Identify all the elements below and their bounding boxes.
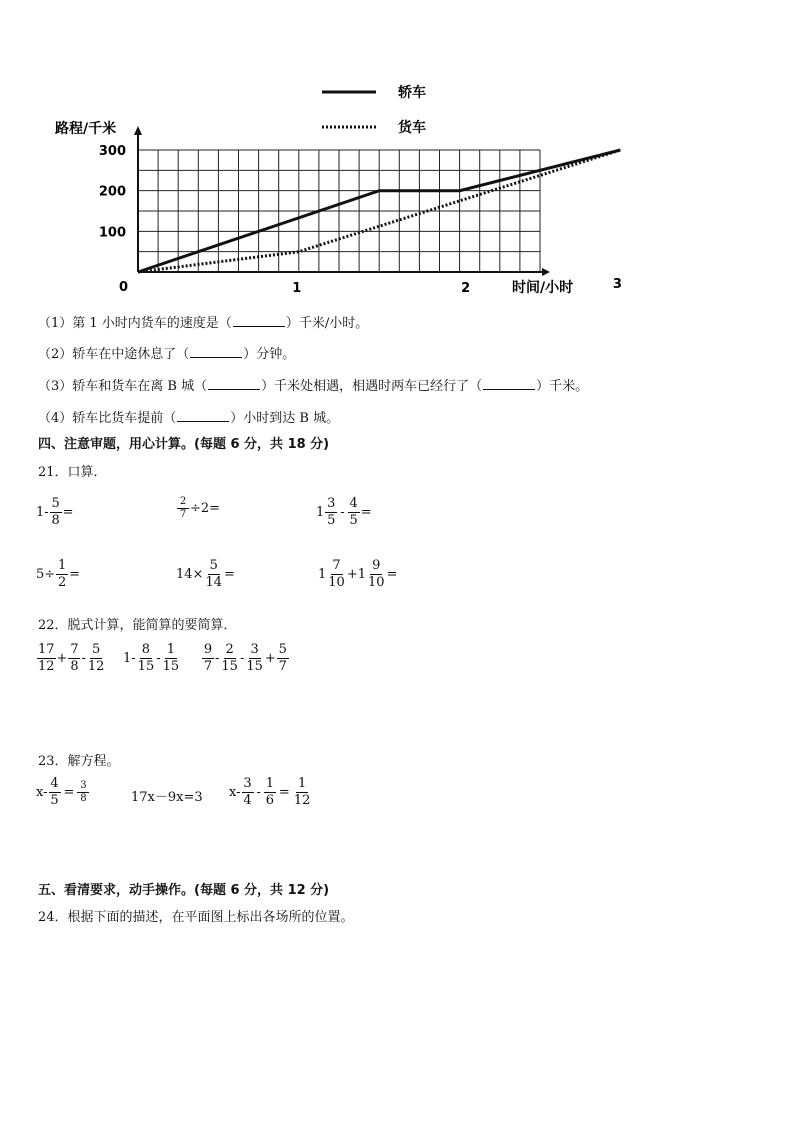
operator: + [56, 651, 68, 666]
numerator: 1 [58, 558, 67, 573]
answer-blank[interactable] [177, 410, 229, 422]
y-axis-arrow [134, 126, 142, 135]
question-2-text: （2）轿车在中途休息了（ [38, 347, 190, 362]
expr-text: x- [229, 785, 241, 800]
fraction [277, 642, 289, 675]
question-3-mid: ）千米处相遇，相遇时两车已经行了（ [261, 379, 483, 394]
fraction [245, 642, 264, 675]
denominator: 15 [162, 659, 180, 674]
numerator: 3 [243, 776, 252, 791]
calc-expr-1 [36, 642, 106, 675]
answer-blank[interactable] [208, 378, 260, 390]
numerator: 8 [141, 642, 151, 657]
section-5-title: 五、看清要求，动手操作。(每题 6 分，共 12 分) [38, 883, 330, 898]
fraction [177, 496, 189, 521]
oral-expr-4 [36, 558, 80, 591]
fraction [137, 642, 156, 675]
numerator: 5 [51, 496, 60, 511]
denominator: 10 [368, 575, 385, 590]
equals-sign: = [63, 785, 75, 800]
operator: - [156, 651, 161, 666]
question-3-text: （3）轿车和货车在离 B 城（ [38, 379, 208, 394]
fraction [204, 558, 223, 591]
question-1-suffix: ）千米/小时。 [285, 316, 369, 331]
fraction [293, 776, 312, 809]
denominator: 8 [70, 659, 79, 674]
numerator: 2 [177, 496, 189, 509]
operator: - [256, 785, 261, 800]
numerator: 1 [297, 776, 307, 791]
x-axis-label: 时间/小时 [512, 280, 574, 296]
question-1-text: （1）第 1 小时内货车的速度是（ [38, 316, 232, 331]
fraction [367, 558, 386, 591]
expr-text: 5÷ [36, 567, 56, 582]
equation-2: 17x－9x=3 [131, 790, 203, 805]
numerator: 9 [203, 642, 213, 657]
fraction [220, 642, 239, 675]
denominator: 8 [80, 793, 87, 804]
fraction [87, 642, 106, 675]
expr-text: ÷2= [190, 501, 221, 516]
numerator: 5 [278, 642, 287, 657]
question-4-text: （4）轿车比货车提前（ [38, 411, 177, 426]
numerator: 1 [166, 642, 176, 657]
fraction [202, 642, 214, 675]
operator: - [81, 651, 86, 666]
denominator: 12 [87, 659, 105, 674]
chart-legend [322, 84, 426, 136]
denominator: 5 [50, 793, 59, 808]
oral-expr-1 [36, 496, 74, 529]
x-tick-label: 2 [461, 281, 471, 296]
denominator: 14 [205, 575, 222, 590]
denominator: 12 [293, 793, 311, 808]
question-4 [38, 407, 339, 426]
numerator: 5 [209, 558, 218, 573]
fraction [162, 642, 181, 675]
operator: +1 [346, 567, 366, 582]
numerator: 9 [372, 558, 381, 573]
numerator: 4 [50, 776, 59, 791]
equals-sign: = [278, 785, 290, 800]
fraction [327, 558, 346, 591]
numerator: 7 [332, 558, 341, 573]
y-axis-label: 路程/千米 [55, 121, 117, 137]
line-chart [0, 0, 794, 310]
numerator: 17 [38, 642, 55, 657]
question-3-suffix: ）千米。 [536, 379, 589, 394]
numerator: 3 [327, 496, 336, 511]
operator: + [264, 651, 276, 666]
numerator: 1 [265, 776, 275, 791]
denominator: 15 [137, 659, 155, 674]
fraction [49, 776, 61, 809]
equation-1 [36, 776, 90, 809]
denominator: 5 [349, 513, 358, 528]
calc-expr-3 [201, 642, 290, 675]
equals-sign: = [360, 505, 372, 520]
y-tick-label: 200 [98, 184, 126, 200]
expr-text: x- [36, 785, 48, 800]
oral-expr-3 [316, 496, 372, 529]
question-2-suffix: ）分钟。 [243, 347, 296, 362]
operator: - [215, 651, 220, 666]
denominator: 15 [221, 659, 238, 674]
legend-label: 货车 [398, 120, 426, 136]
denominator: 5 [327, 513, 336, 528]
y-tick-label: 100 [98, 225, 126, 241]
denominator: 15 [246, 659, 263, 674]
fraction [264, 776, 276, 809]
denominator: 6 [265, 793, 275, 808]
oral-expr-5 [176, 558, 235, 591]
problem-21-label: 21．口算． [38, 465, 107, 480]
denominator: 7 [278, 659, 287, 674]
oral-expr-2 [176, 496, 220, 521]
answer-blank[interactable] [190, 346, 242, 358]
numerator: 4 [349, 496, 358, 511]
numerator: 3 [250, 642, 259, 657]
answer-blank[interactable] [483, 378, 535, 390]
origin-label: 0 [119, 280, 129, 295]
expr-text: 1- [123, 651, 136, 666]
expr-text: 14× [176, 567, 204, 582]
question-4-suffix: ）小时到达 B 城。 [230, 411, 340, 426]
problem-23-label: 23．解方程。 [38, 754, 120, 769]
section-4-title: 四、注意审题，用心计算。(每题 6 分，共 18 分) [38, 437, 330, 452]
operator: - [340, 505, 345, 520]
whole-number: 1 [318, 567, 327, 582]
x-axis-arrow [542, 268, 550, 276]
question-1 [38, 312, 368, 331]
whole-number: 1 [316, 505, 325, 520]
x-tick-label: 1 [292, 281, 302, 296]
equals-sign: = [62, 505, 74, 520]
x-tick-label: 3 [612, 277, 622, 292]
denominator: 7 [203, 659, 213, 674]
fraction [242, 776, 254, 809]
fraction [68, 642, 80, 675]
operator: - [239, 651, 245, 666]
fraction [37, 642, 56, 675]
denominator: 8 [51, 513, 60, 528]
question-2 [38, 343, 295, 362]
denominator: 10 [328, 575, 345, 590]
expr-text: 1- [36, 505, 49, 520]
equals-sign: = [386, 567, 398, 582]
answer-blank[interactable] [233, 315, 285, 327]
calc-expr-2 [123, 642, 181, 675]
numerator: 3 [77, 780, 89, 793]
fraction [348, 496, 360, 529]
oral-expr-6 [318, 558, 397, 591]
equals-sign: = [69, 567, 81, 582]
question-3 [38, 375, 588, 394]
denominator: 7 [179, 509, 187, 520]
legend-label: 轿车 [398, 85, 426, 101]
equals-sign: = [223, 567, 235, 582]
fraction [50, 496, 62, 529]
fraction [77, 780, 89, 805]
numerator: 7 [70, 642, 79, 657]
fraction [325, 496, 337, 529]
denominator: 4 [243, 793, 252, 808]
y-tick-label: 300 [98, 143, 126, 159]
denominator: 2 [58, 575, 67, 590]
numerator: 2 [225, 642, 234, 657]
numerator: 5 [91, 642, 101, 657]
problem-22-label: 22．脱式计算，能简算的要简算． [38, 618, 237, 633]
fraction [56, 558, 68, 591]
chart-grid [138, 150, 540, 272]
denominator: 12 [38, 659, 55, 674]
problem-24-label: 24．根据下面的描述，在平面图上标出各场所的位置。 [38, 910, 354, 925]
equation-3 [229, 776, 312, 809]
